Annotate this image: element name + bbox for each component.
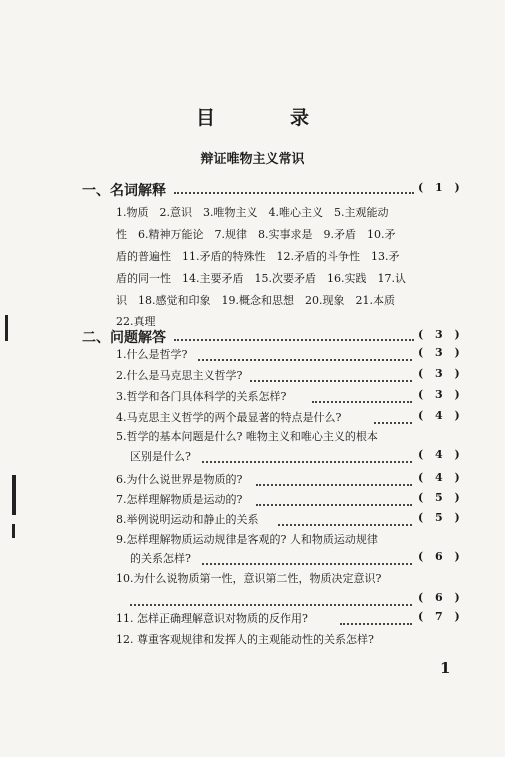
toc-entry [116,409,470,427]
book-subtitle: 辩证唯物主义常识 [200,152,305,167]
term-line: 识 18.感觉和印象 19.概念和思想 20.现象 21.本质 [116,294,395,307]
entry-text: 区别是什么? [130,450,191,463]
entry-text: 12. 尊重客观规律和发挥人的主观能动性的关系怎样? [116,633,374,646]
entry-page: ( 3 ) [418,388,464,401]
entry-text: 7.怎样理解物质是运动的? [116,493,243,506]
entry-text: 10.为什么说物质第一性，意识第二性，物质决定意识? [116,572,382,585]
entry-page: ( 5 ) [418,511,464,524]
entry-page: ( 4 ) [418,471,464,484]
entry-page: ( 6 ) [418,550,464,563]
scan-mark [5,315,8,341]
term-line: 22.真理 [116,315,156,328]
toc-entry-continuation [130,448,470,466]
entry-text: 9.怎样理解物质运动规律是客观的? 人和物质运动规律 [116,533,378,546]
scan-mark [12,524,15,538]
entry-page: ( 3 ) [418,346,464,359]
toc-entry [116,631,470,649]
entry-page: ( 7 ) [418,610,464,623]
entry-page: ( 6 ) [418,591,464,604]
section-label: 一、名词解释 [82,183,166,199]
term-line: 性 6.精神万能论 7.规律 8.实事求是 9.矛盾 10.矛 [116,228,396,241]
entry-text: 11. 怎样正确理解意识对物质的反作用? [116,612,308,625]
entry-text: 的关系怎样? [130,552,191,565]
entry-text: 8.举例说明运动和静止的关系 [116,513,259,526]
entry-text: 4.马克思主义哲学的两个最显著的特点是什么? [116,411,342,424]
term-line: 盾的普遍性 11.矛盾的特殊性 12.矛盾的斗争性 13.矛 [116,250,400,263]
term-line: 盾的同一性 14.主要矛盾 15.次要矛盾 16.实践 17.认 [116,272,406,285]
toc-entry-continuation [130,550,470,568]
section-page: ( 1 ) [418,181,464,194]
entry-page: ( 5 ) [418,491,464,504]
page-title: 目 录 [195,107,337,129]
entry-page: ( 4 ) [418,409,464,422]
entry-text: 1.什么是哲学? [116,348,188,361]
toc-entry [116,388,470,406]
entry-text: 5.哲学的基本问题是什么? 唯物主义和唯心主义的根本 [116,430,378,443]
toc-entry [116,610,470,628]
toc-entry [116,511,470,529]
toc-entry-continuation [130,591,470,609]
section-label: 二、问题解答 [82,330,166,346]
term-line: 1.物质 2.意识 3.唯物主义 4.唯心主义 5.主观能动 [116,206,389,219]
entry-text: 2.什么是马克思主义哲学? [116,369,243,382]
toc-section-1 [82,180,470,198]
entry-page: ( 3 ) [418,367,464,380]
entry-page: ( 4 ) [418,448,464,461]
entry-text: 3.哲学和各门具体科学的关系怎样? [116,390,287,403]
entry-text: 6.为什么说世界是物质的? [116,473,243,486]
toc-entry [116,367,470,385]
scan-mark [12,475,16,515]
page-number: 1 [440,659,451,677]
section-page: ( 3 ) [418,328,464,341]
